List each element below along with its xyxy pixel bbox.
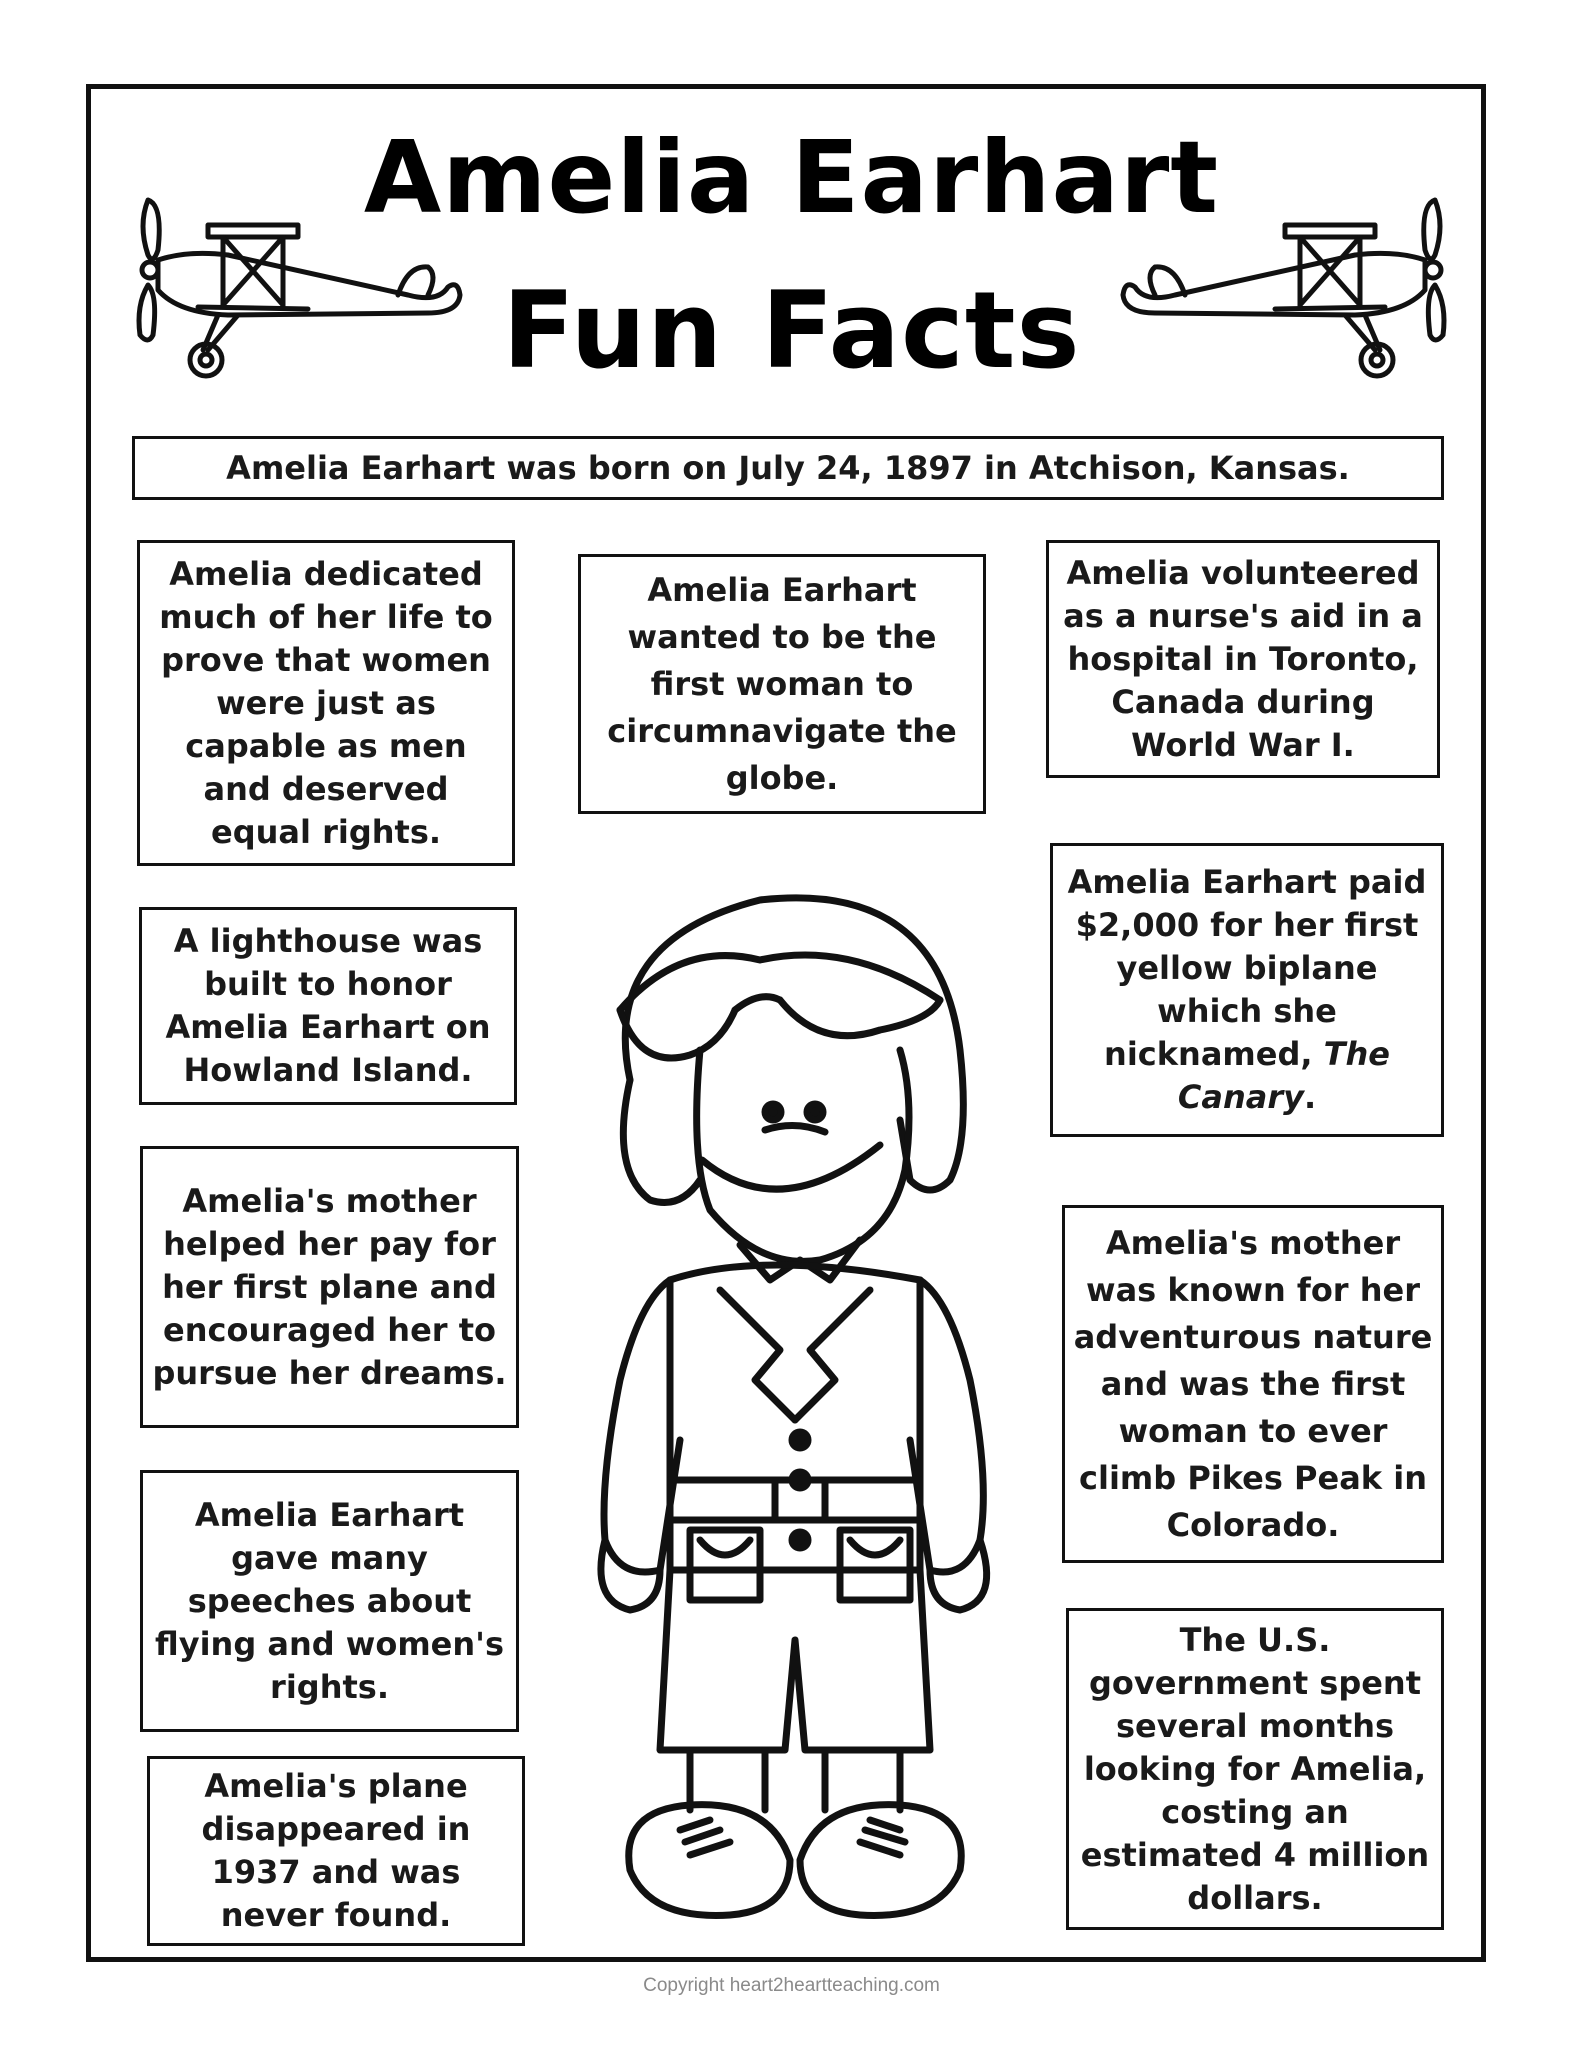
fact-box-dedicated — [137, 540, 515, 866]
amelia-earhart-figure-icon — [560, 880, 1020, 1960]
fact-text: The U.S. government spent several months looking for Amelia, costing an estimated 4 million dollars. — [1080, 1620, 1430, 1917]
fact-text-period: . — [1303, 1078, 1317, 1116]
fact-text: Amelia's mother helped her pay for her first plane and encouraged her to pursue her dreams. — [152, 1181, 507, 1392]
title-line-1: Amelia Earhart — [363, 119, 1220, 236]
fact-box-nurse — [1046, 540, 1440, 778]
biplane-right-icon — [1115, 195, 1475, 395]
biplane-left-icon — [108, 195, 468, 395]
fact-box-mother-helped — [140, 1146, 519, 1428]
fact-box-mother-adventurous — [1062, 1205, 1444, 1563]
fact-text-italic: The Canary — [1177, 1035, 1390, 1116]
fact-box-speeches — [140, 1470, 519, 1732]
fact-box-disappeared — [147, 1756, 525, 1946]
fact-text: Amelia volunteered as a nurse's aid in a hospital in Toronto, Canada during World War I. — [1063, 553, 1423, 764]
born-text: Amelia Earhart was born on July 24, 1897 in Atchison, Kansas. — [226, 449, 1350, 487]
fact-text: Amelia Earhart wanted to be the first woman to circumnavigate the globe. — [607, 570, 957, 797]
fact-box-government — [1066, 1608, 1444, 1930]
copyright-text: Copyright heart2heartteaching.com — [643, 1975, 940, 1996]
fact-text: Amelia's mother was known for her adventurous nature and was the first woman to ever climb Pikes Peak in Colorado. — [1073, 1223, 1433, 1544]
fact-box-circumnavigate — [578, 554, 986, 814]
fact-text-main: Amelia Earhart paid $2,000 for her first yellow biplane which she nicknamed, — [1067, 863, 1427, 1073]
fact-box-lighthouse — [139, 907, 517, 1105]
title-line-2: Fun Facts — [502, 269, 1081, 392]
fact-text — [1061, 861, 1433, 1119]
fact-text: A lighthouse was built to honor Amelia Earhart on Howland Island. — [165, 922, 491, 1089]
fact-box-paid — [1050, 843, 1444, 1137]
fact-text: Amelia's plane disappeared in 1937 and was never found. — [201, 1767, 471, 1934]
fact-text: Amelia Earhart gave many speeches about flying and women's rights. — [154, 1495, 504, 1706]
fact-text: Amelia dedicated much of her life to prove that women were just as capable as men and deserved equal rights. — [159, 554, 493, 851]
born-banner — [132, 436, 1444, 500]
